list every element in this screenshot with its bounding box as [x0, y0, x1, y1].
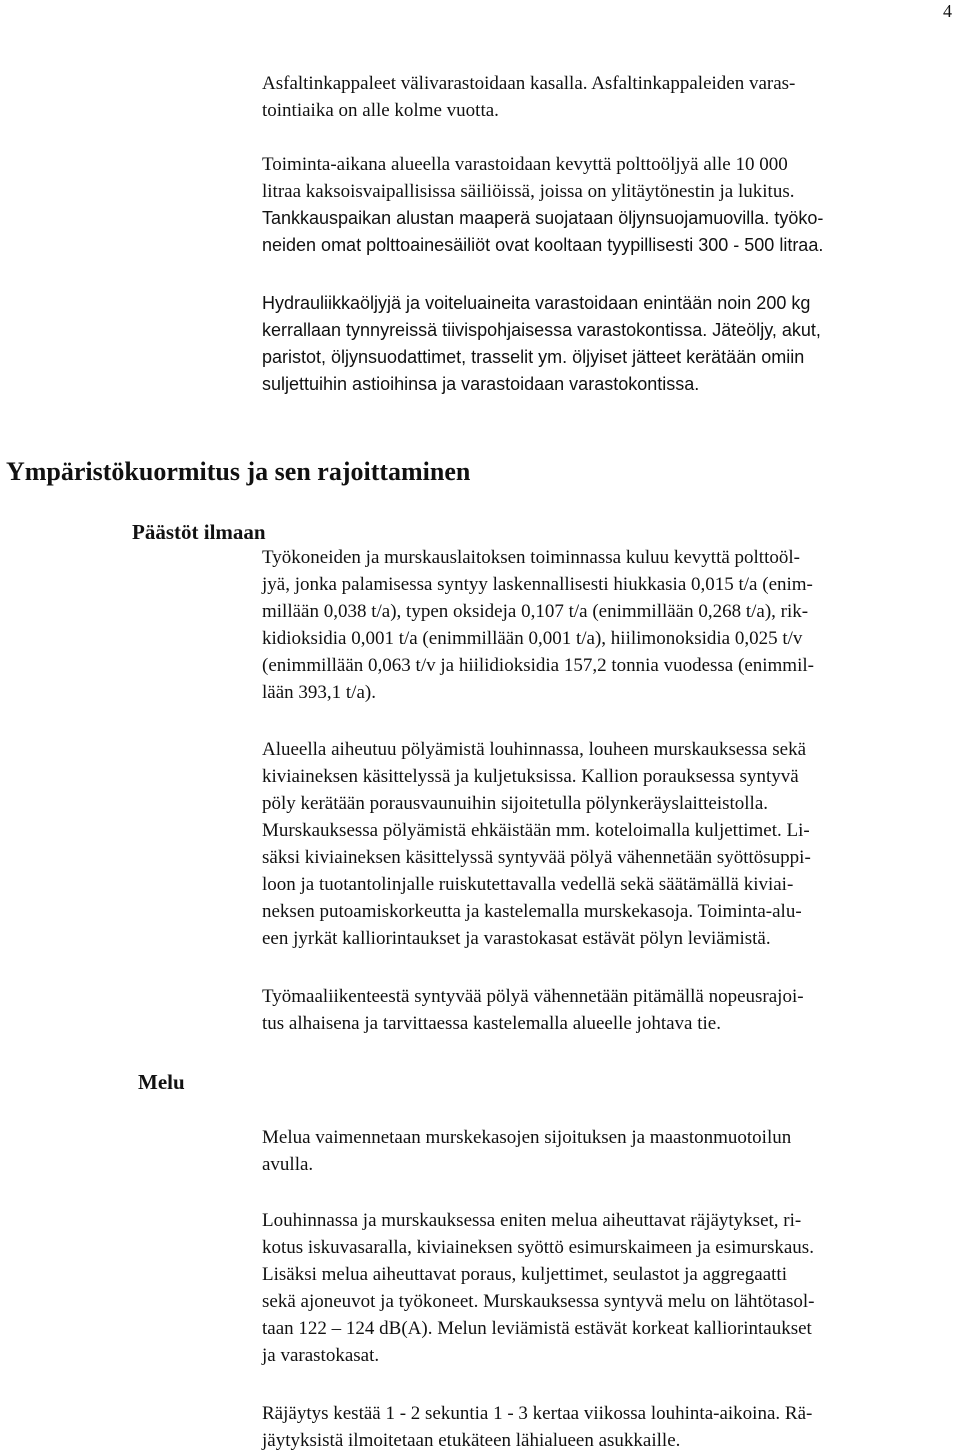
text-line: Työkoneiden ja murskauslaitoksen toiminnassa kuluu kevyttä polttoöl- — [262, 547, 800, 568]
text-line: litraa kaksoisvaipallisissa säiliöissä, joissa on ylitäytönestin ja lukitus. — [262, 181, 795, 202]
text-line: paristot, öljynsuodattimet, trasselit ym. öljyiset jätteet kerätään omiin — [262, 347, 805, 367]
text-line: kidioksidia 0,001 t/a (enimmillään 0,001 t/a), hiilimonoksidia 0,025 t/v — [262, 628, 803, 649]
text-line: taan 122 – 124 dB(A). Melun leviämistä estävät korkeat kalliorintaukset — [262, 1318, 812, 1339]
text-line: kiviaineksen käsittelyssä ja kuljetuksissa. Kallion porauksessa syntyvä — [262, 766, 799, 787]
text-line: kerrallaan tynnyreissä tiivispohjaisessa varastokontissa. Jäteöljy, akut, — [262, 320, 821, 340]
text-line: ja varastokasat. — [262, 1345, 380, 1366]
text-line: Työmaaliikenteestä syntyvää pölyä vähennetään pitämällä nopeusrajoi- — [262, 986, 804, 1007]
text-line: sekä ajoneuvot ja työkoneet. Murskauksessa syntyvä melu on lähtötasol- — [262, 1291, 815, 1312]
text-line: Melua vaimennetaan murskekasojen sijoituksen ja maastonmuotoilun — [262, 1127, 792, 1148]
text-line: Louhinnassa ja murskauksessa eniten melua aiheuttavat räjäytykset, ri- — [262, 1210, 802, 1231]
text-line: suljettuihin astioihinsa ja varastoidaan varastokontissa. — [262, 374, 700, 394]
text-line: lään 393,1 t/a). — [262, 682, 376, 703]
noise-heading: Melu — [138, 1070, 185, 1094]
text-line: Toiminta-aikana alueella varastoidaan kevyttä polttoöljyä alle 10 000 — [262, 154, 788, 175]
text-line: neiden omat polttoainesäiliöt ovat kooltaan tyypillisesti 300 - 500 litraa. — [262, 235, 824, 255]
text-line: neksen putoamiskorkeutta ja kastelemalla murskekasoja. Toiminta-alu- — [262, 901, 802, 922]
text-line: Tankkauspaikan alustan maaperä suojataan öljynsuojamuovilla. työko- — [262, 208, 824, 228]
page-number: 4 — [943, 1, 952, 21]
text-line: Alueella aiheutuu pölyämistä louhinnassa, louheen murskauksessa sekä — [262, 739, 807, 760]
text-line: (enimmillään 0,063 t/v ja hiilidioksidia 157,2 tonnia vuodessa (enimmil- — [262, 655, 814, 676]
text-line: tointiaika on alle kolme vuotta. — [262, 100, 499, 121]
text-line: Murskauksessa pölyämistä ehkäistään mm. koteloimalla kuljettimet. Li- — [262, 820, 810, 841]
text-line: tus alhaisena ja tarvittaessa kastelemalla alueelle johtava tie. — [262, 1013, 721, 1034]
text-line: avulla. — [262, 1154, 314, 1175]
text-line: jyä, jonka palamisessa syntyy laskennallisesti hiukkasia 0,015 t/a (enim- — [262, 574, 813, 595]
text-line: Räjäytys kestää 1 - 2 sekuntia 1 - 3 kertaa viikossa louhinta-aikoina. Rä- — [262, 1403, 813, 1424]
text-line: Lisäksi melua aiheuttavat poraus, kuljettimet, seulastot ja aggregaatti — [262, 1264, 787, 1285]
text-line: säksi kiviaineksen käsittelyssä syntyvää pölyä vähennetään syöttösuppi- — [262, 847, 811, 868]
text-line: kotus iskuvasaralla, kiviaineksen syöttö esimurskaimeen ja esimurskaus. — [262, 1237, 814, 1258]
text-line: loon ja tuotantolinjalle ruiskutettavalla vedellä sekä säätämällä kiviai- — [262, 874, 794, 895]
text-line: Asfaltinkappaleet välivarastoidaan kasalla. Asfaltinkappaleiden varas- — [262, 73, 796, 94]
text-line: een jyrkät kalliorintaukset ja varastokasat estävät pölyn leviämistä. — [262, 928, 771, 949]
text-line: millään 0,038 t/a), typen oksideja 0,107 t/a (enimmillään 0,268 t/a), rik- — [262, 601, 809, 622]
text-line: pöly kerätään porausvaunuihin sijoitetulla pölynkeräyslaitteistolla. — [262, 793, 769, 814]
section-title: Ympäristökuormitus ja sen rajoittaminen — [6, 457, 471, 486]
text-line: jäytyksistä ilmoitetaan etukäteen lähialueen asukkaille. — [262, 1430, 681, 1451]
text-line: Hydrauliikkaöljyjä ja voiteluaineita varastoidaan enintään noin 200 kg — [262, 293, 811, 313]
emissions-heading: Päästöt ilmaan — [132, 520, 266, 544]
